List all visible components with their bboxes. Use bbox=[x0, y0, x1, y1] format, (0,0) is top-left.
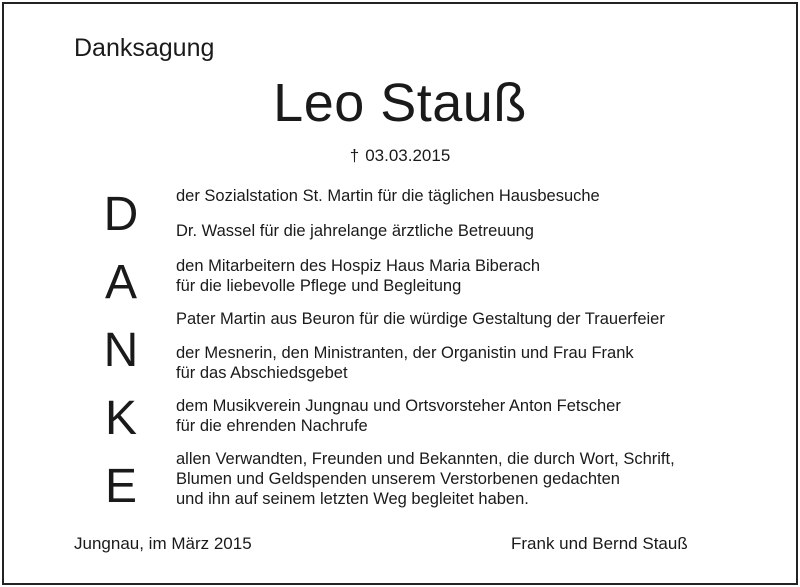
obituary-card bbox=[2, 2, 798, 585]
danke-letter: N bbox=[103, 324, 139, 377]
danke-letter: K bbox=[104, 392, 137, 445]
death-date bbox=[4, 146, 796, 166]
heading: Danksagung bbox=[74, 34, 215, 62]
thanks-item bbox=[176, 256, 540, 296]
thanks-item bbox=[176, 186, 600, 206]
thanks-item bbox=[176, 309, 665, 329]
thanks-line: dem Musikverein Jungnau und Ortsvorsteher Anton Fetscher bbox=[176, 397, 621, 415]
danke-letter: A bbox=[104, 256, 137, 309]
thanks-line: für die ehrenden Nachrufe bbox=[176, 417, 368, 435]
thanks-item bbox=[176, 449, 675, 509]
danke-letter: E bbox=[104, 460, 137, 513]
deceased-name: Leo Stauß bbox=[273, 73, 527, 133]
danke-letters bbox=[96, 189, 146, 529]
place-date: Jungnau, im März 2015 bbox=[74, 534, 252, 553]
thanks-line: für die liebevolle Pflege und Begleitung bbox=[176, 277, 462, 295]
signers: Frank und Bernd Stauß bbox=[511, 534, 688, 553]
thanks-line: der Sozialstation St. Martin für die täglichen Hausbesuche bbox=[176, 187, 600, 205]
thanks-line: Pater Martin aus Beuron für die würdige Gestaltung der Trauerfeier bbox=[176, 310, 665, 328]
thanks-item bbox=[176, 221, 534, 241]
cross-icon: † bbox=[349, 146, 360, 165]
thanks-line: Dr. Wassel für die jahrelange ärztliche Betreuung bbox=[176, 222, 534, 240]
thanks-line: und ihn auf seinem letzten Weg begleitet haben. bbox=[176, 490, 529, 508]
thanks-line: den Mitarbeitern des Hospiz Haus Maria Biberach bbox=[176, 257, 541, 275]
death-date-text: 03.03.2015 bbox=[365, 146, 451, 165]
thanks-line: Blumen und Geldspenden unserem Verstorbenen gedachten bbox=[176, 470, 620, 488]
thanks-item bbox=[176, 396, 621, 436]
thanks-item bbox=[176, 343, 634, 383]
danke-letter: D bbox=[103, 188, 139, 241]
thanks-line: allen Verwandten, Freunden und Bekannten, die durch Wort, Schrift, bbox=[176, 450, 675, 468]
thanks-line: für das Abschiedsgebet bbox=[176, 364, 348, 382]
thanks-line: der Mesnerin, den Ministranten, der Organistin und Frau Frank bbox=[176, 344, 634, 362]
